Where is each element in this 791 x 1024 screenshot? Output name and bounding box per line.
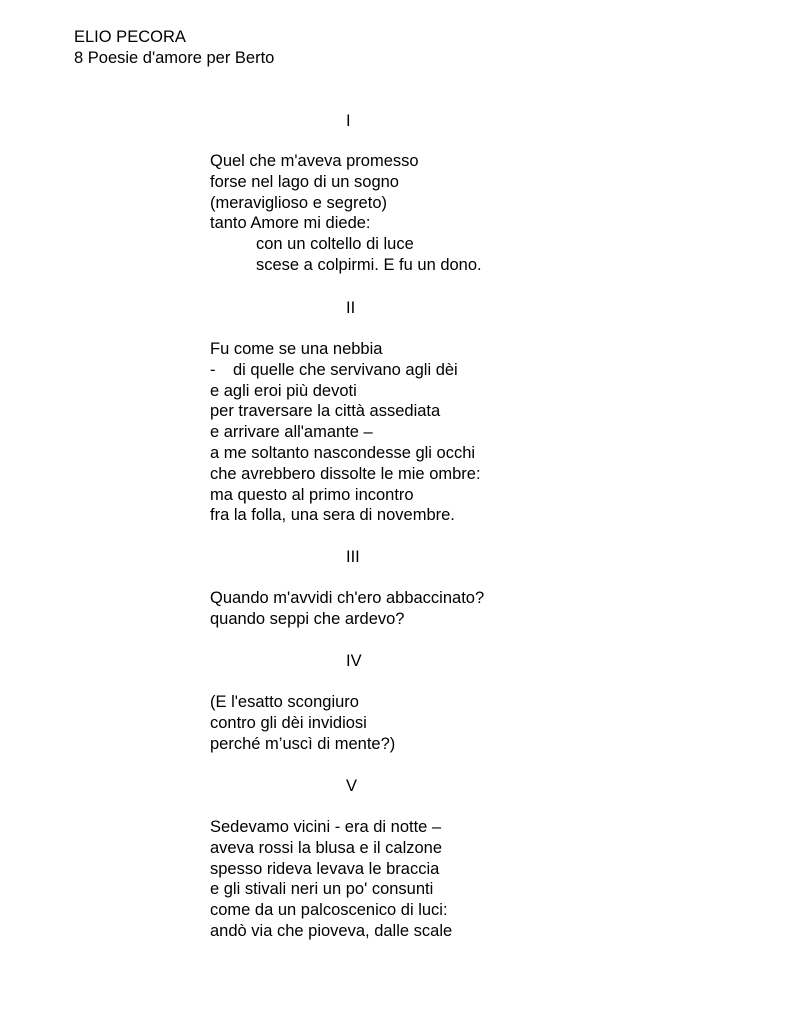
poem-line: Quando m'avvidi ch'ero abbaccinato?	[210, 589, 485, 607]
section-numeral-5: V	[346, 777, 358, 795]
poem-line: Fu come se una nebbia	[210, 340, 383, 358]
poem-line: quando seppi che ardevo?	[210, 609, 405, 628]
poem-line: e agli eroi più devoti	[210, 381, 357, 400]
poem-line: come da un palcoscenico di luci:	[210, 901, 448, 920]
author-name: ELIO PECORA	[74, 28, 186, 46]
poem-line: spesso rideva levava le braccia	[210, 859, 440, 878]
poem-line: ma questo al primo incontro	[210, 485, 414, 504]
poem-line: Quel che m'aveva promesso	[210, 152, 419, 170]
poem-line: aveva rossi la blusa e il calzone	[210, 838, 443, 857]
poem-line: Sedevamo vicini - era di notte –	[210, 818, 442, 836]
section-numeral-2: II	[346, 299, 356, 317]
poem-section-3	[210, 588, 630, 630]
section-numeral-1: I	[346, 112, 351, 130]
document-header	[74, 27, 274, 69]
section-numeral-3: III	[346, 548, 360, 566]
poem-line: per traversare la città assediata	[210, 402, 441, 421]
poem-line-with-dash	[210, 360, 630, 381]
poem-line: (E l'esatto scongiuro	[210, 693, 359, 711]
poem-line: fra la folla, una sera di novembre.	[210, 506, 455, 525]
poem-line: tanto Amore mi diede:	[210, 214, 371, 233]
poem-line: e gli stivali neri un po' consunti	[210, 880, 434, 899]
section-numeral-4: IV	[346, 652, 362, 670]
poem-line-indented: con un coltello di luce	[256, 235, 414, 254]
poem-line: e arrivare all'amante –	[210, 423, 373, 442]
poem-line-text: di quelle che servivano agli dèi	[233, 360, 458, 379]
poem-line: andò via che pioveva, dalle scale	[210, 921, 453, 940]
poem-line: che avrebbero dissolte le mie ombre:	[210, 464, 481, 483]
collection-title: 8 Poesie d'amore per Berto	[74, 49, 275, 67]
poem-section-4	[210, 692, 630, 754]
poem-line: a me soltanto nascondesse gli occhi	[210, 443, 476, 462]
poem-section-2	[210, 339, 630, 526]
poem-line: (meraviglioso e segreto)	[210, 193, 387, 212]
poem-line-indented: scese a colpirmi. E fu un dono.	[256, 255, 482, 274]
poem-line: forse nel lago di un sogno	[210, 172, 399, 191]
dash-marker: -	[210, 360, 216, 379]
poem-section-1	[210, 151, 630, 276]
poem-line: contro gli dèi invidiosi	[210, 713, 367, 732]
poem-line: perché m’uscì di mente?)	[210, 734, 396, 753]
poem-section-5	[210, 817, 630, 942]
